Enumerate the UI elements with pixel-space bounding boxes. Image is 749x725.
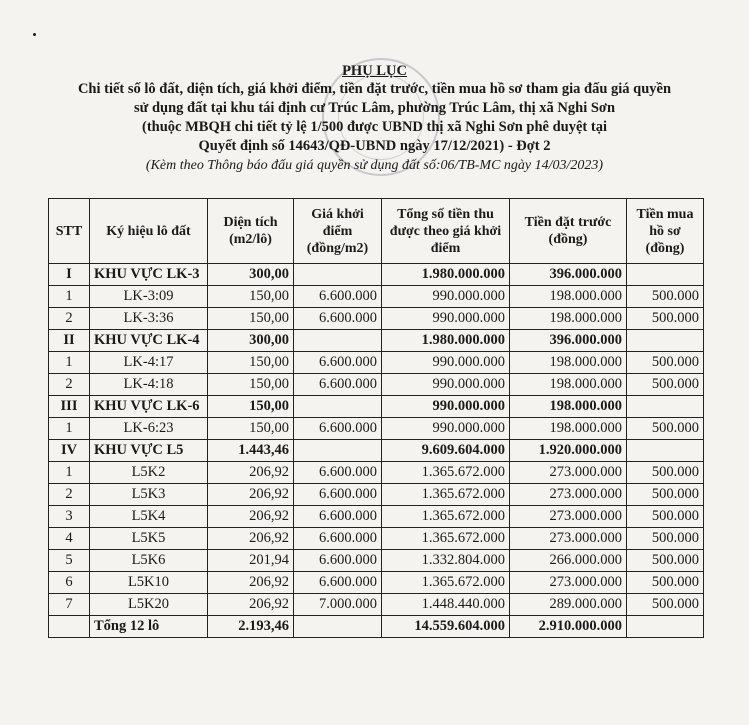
table-row xyxy=(49,286,704,308)
cell-code: LK-4:17 xyxy=(90,352,208,374)
scan-dot xyxy=(33,33,36,36)
cell-deposit: 273.000.000 xyxy=(510,572,627,594)
cell-stt: I xyxy=(49,264,90,286)
cell-price: 6.600.000 xyxy=(294,484,382,506)
cell-price: 6.600.000 xyxy=(294,286,382,308)
cell-area: 300,00 xyxy=(208,330,294,352)
table-row xyxy=(49,462,704,484)
cell-stt: 5 xyxy=(49,550,90,572)
cell-total: 1.332.804.000 xyxy=(382,550,510,572)
cell-code: KHU VỰC LK-4 xyxy=(90,330,208,352)
cell-price: 6.600.000 xyxy=(294,352,382,374)
cell-code: L5K20 xyxy=(90,594,208,616)
cell-fee: 500.000 xyxy=(627,594,704,616)
cell-price xyxy=(294,330,382,352)
cell-stt: 6 xyxy=(49,572,90,594)
cell-stt: 1 xyxy=(49,462,90,484)
cell-fee: 500.000 xyxy=(627,528,704,550)
cell-code: L5K5 xyxy=(90,528,208,550)
cell-fee xyxy=(627,396,704,418)
table-row xyxy=(49,506,704,528)
cell-stt: III xyxy=(49,396,90,418)
total-deposit: 2.910.000.000 xyxy=(510,616,627,638)
cell-area: 1.443,46 xyxy=(208,440,294,462)
cell-fee: 500.000 xyxy=(627,462,704,484)
cell-fee: 500.000 xyxy=(627,286,704,308)
cell-deposit: 273.000.000 xyxy=(510,506,627,528)
cell-stt: 1 xyxy=(49,352,90,374)
cell-fee: 500.000 xyxy=(627,506,704,528)
cell-deposit: 273.000.000 xyxy=(510,484,627,506)
cell-price: 6.600.000 xyxy=(294,418,382,440)
col-header-price: Giá khởi điểm (đồng/m2) xyxy=(294,199,382,264)
total-area: 2.193,46 xyxy=(208,616,294,638)
cell-stt: IV xyxy=(49,440,90,462)
cell-stt: 1 xyxy=(49,418,90,440)
cell-total: 1.365.672.000 xyxy=(382,462,510,484)
col-header-fee: Tiền mua hồ sơ (đồng) xyxy=(627,199,704,264)
cell-price: 6.600.000 xyxy=(294,550,382,572)
cell-fee: 500.000 xyxy=(627,484,704,506)
cell-code: LK-3:09 xyxy=(90,286,208,308)
col-header-stt: STT xyxy=(49,199,90,264)
cell-fee xyxy=(627,330,704,352)
cell-fee: 500.000 xyxy=(627,550,704,572)
cell-code: L5K3 xyxy=(90,484,208,506)
cell-area: 300,00 xyxy=(208,264,294,286)
cell-area: 206,92 xyxy=(208,528,294,550)
cell-area: 206,92 xyxy=(208,484,294,506)
total-fee xyxy=(627,616,704,638)
cell-total: 1.980.000.000 xyxy=(382,264,510,286)
appendix-title: PHỤ LỤC xyxy=(342,63,407,79)
cell-price xyxy=(294,440,382,462)
cell-stt: 2 xyxy=(49,308,90,330)
cell-stt: II xyxy=(49,330,90,352)
table-row xyxy=(49,374,704,396)
cell-deposit: 198.000.000 xyxy=(510,374,627,396)
cell-deposit: 198.000.000 xyxy=(510,308,627,330)
cell-code: KHU VỰC L5 xyxy=(90,440,208,462)
total-label: Tổng 12 lô xyxy=(90,616,208,638)
cell-area: 206,92 xyxy=(208,572,294,594)
cell-deposit: 198.000.000 xyxy=(510,396,627,418)
col-header-area: Diện tích (m2/lô) xyxy=(208,199,294,264)
cell-total: 990.000.000 xyxy=(382,352,510,374)
cell-deposit: 198.000.000 xyxy=(510,286,627,308)
table-header-row xyxy=(49,199,704,264)
cell-deposit: 289.000.000 xyxy=(510,594,627,616)
cell-price: 6.600.000 xyxy=(294,374,382,396)
cell-area: 201,94 xyxy=(208,550,294,572)
title-line-3: (thuộc MBQH chi tiết tỷ lệ 1/500 được UBND thị xã Nghi Sơn phê duyệt tại xyxy=(141,119,607,135)
table-row xyxy=(49,418,704,440)
cell-code: LK-3:36 xyxy=(90,308,208,330)
table-row xyxy=(49,528,704,550)
cell-fee xyxy=(627,264,704,286)
cell-fee: 500.000 xyxy=(627,308,704,330)
table-group-row xyxy=(49,440,704,462)
cell-code: L5K2 xyxy=(90,462,208,484)
cell-code: L5K10 xyxy=(90,572,208,594)
table-row xyxy=(49,352,704,374)
cell-price: 7.000.000 xyxy=(294,594,382,616)
total-amount: 14.559.604.000 xyxy=(382,616,510,638)
cell-code: LK-4:18 xyxy=(90,374,208,396)
cell-area: 206,92 xyxy=(208,462,294,484)
table-row xyxy=(49,308,704,330)
cell-fee: 500.000 xyxy=(627,352,704,374)
cell-deposit: 273.000.000 xyxy=(510,528,627,550)
cell-total: 990.000.000 xyxy=(382,286,510,308)
cell-deposit: 396.000.000 xyxy=(510,264,627,286)
cell-price: 6.600.000 xyxy=(294,506,382,528)
cell-code: L5K6 xyxy=(90,550,208,572)
cell-price: 6.600.000 xyxy=(294,462,382,484)
cell-deposit: 1.920.000.000 xyxy=(510,440,627,462)
cell-total: 990.000.000 xyxy=(382,308,510,330)
col-header-total: Tổng số tiền thu được theo giá khởi điểm xyxy=(382,199,510,264)
document-header xyxy=(0,62,749,175)
cell-code: LK-6:23 xyxy=(90,418,208,440)
cell-area: 150,00 xyxy=(208,308,294,330)
cell-total: 1.365.672.000 xyxy=(382,484,510,506)
cell-total: 1.365.672.000 xyxy=(382,506,510,528)
cell-fee: 500.000 xyxy=(627,418,704,440)
cell-deposit: 198.000.000 xyxy=(510,352,627,374)
cell-area: 150,00 xyxy=(208,352,294,374)
table-group-row xyxy=(49,264,704,286)
cell-fee: 500.000 xyxy=(627,572,704,594)
cell-stt: 2 xyxy=(49,374,90,396)
cell-stt: 3 xyxy=(49,506,90,528)
total-stt xyxy=(49,616,90,638)
table-total-row xyxy=(49,616,704,638)
table-row xyxy=(49,594,704,616)
cell-deposit: 273.000.000 xyxy=(510,462,627,484)
table-group-row xyxy=(49,330,704,352)
cell-price: 6.600.000 xyxy=(294,528,382,550)
cell-fee: 500.000 xyxy=(627,374,704,396)
title-line-1: Chi tiết số lô đất, diện tích, giá khởi điểm, tiền đặt trước, tiền mua hồ sơ tham gia đấu giá quyền xyxy=(77,81,672,97)
table-row xyxy=(49,484,704,506)
cell-total: 990.000.000 xyxy=(382,418,510,440)
cell-deposit: 266.000.000 xyxy=(510,550,627,572)
cell-total: 1.365.672.000 xyxy=(382,528,510,550)
total-price xyxy=(294,616,382,638)
table-row xyxy=(49,572,704,594)
document-subtitle: (Kèm theo Thông báo đấu giá quyền sử dụng đất số:06/TB-MC ngày 14/03/2023) xyxy=(145,158,604,173)
table-group-row xyxy=(49,396,704,418)
cell-fee xyxy=(627,440,704,462)
title-line-2: sử dụng đất tại khu tái định cư Trúc Lâm, phường Trúc Lâm, thị xã Nghi Sơn xyxy=(133,100,616,116)
cell-total: 990.000.000 xyxy=(382,396,510,418)
cell-price: 6.600.000 xyxy=(294,308,382,330)
cell-area: 150,00 xyxy=(208,286,294,308)
cell-area: 150,00 xyxy=(208,396,294,418)
cell-total: 1.980.000.000 xyxy=(382,330,510,352)
cell-deposit: 198.000.000 xyxy=(510,418,627,440)
table-row xyxy=(49,550,704,572)
col-header-code: Ký hiệu lô đất xyxy=(90,199,208,264)
cell-area: 150,00 xyxy=(208,418,294,440)
cell-code: L5K4 xyxy=(90,506,208,528)
title-line-4: Quyết định số 14643/QĐ-UBND ngày 17/12/2021) - Đợt 2 xyxy=(198,138,551,154)
cell-stt: 4 xyxy=(49,528,90,550)
cell-total: 1.365.672.000 xyxy=(382,572,510,594)
cell-deposit: 396.000.000 xyxy=(510,330,627,352)
cell-stt: 1 xyxy=(49,286,90,308)
cell-total: 990.000.000 xyxy=(382,374,510,396)
cell-area: 150,00 xyxy=(208,374,294,396)
cell-area: 206,92 xyxy=(208,506,294,528)
cell-code: KHU VỰC LK-3 xyxy=(90,264,208,286)
cell-price xyxy=(294,264,382,286)
cell-price xyxy=(294,396,382,418)
cell-area: 206,92 xyxy=(208,594,294,616)
cell-stt: 2 xyxy=(49,484,90,506)
cell-code: KHU VỰC LK-6 xyxy=(90,396,208,418)
cell-total: 1.448.440.000 xyxy=(382,594,510,616)
cell-total: 9.609.604.000 xyxy=(382,440,510,462)
col-header-deposit: Tiền đặt trước (đồng) xyxy=(510,199,627,264)
land-lot-table xyxy=(48,198,704,638)
cell-price: 6.600.000 xyxy=(294,572,382,594)
cell-stt: 7 xyxy=(49,594,90,616)
